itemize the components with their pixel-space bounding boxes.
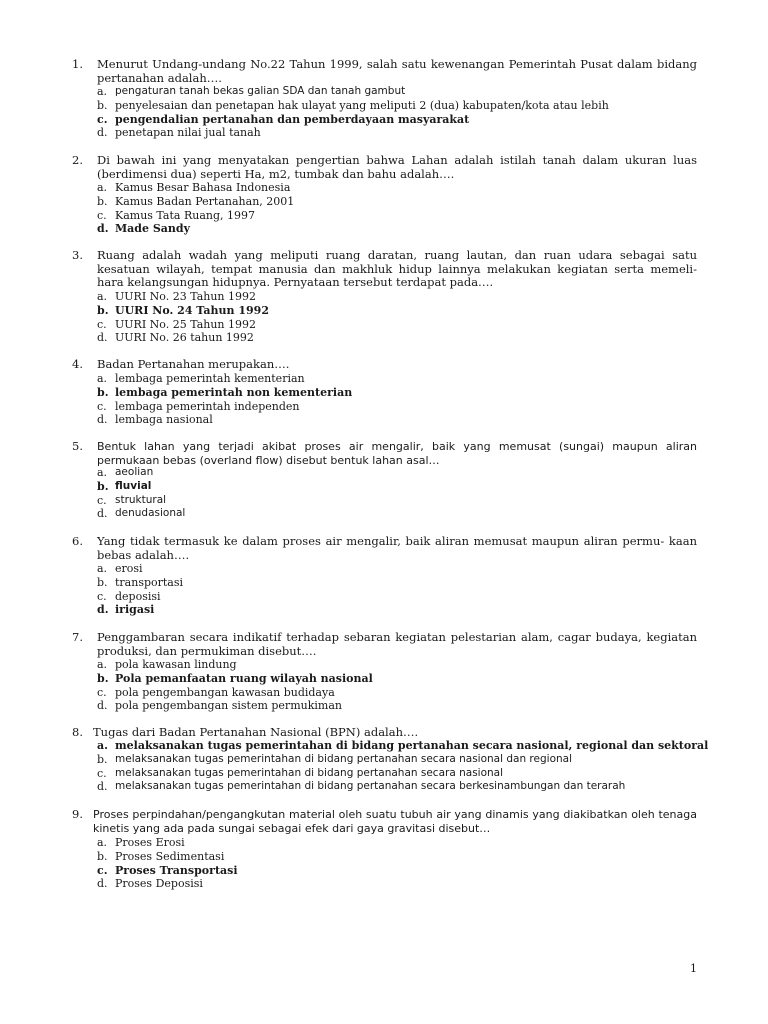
- option-text: fluvial: [115, 479, 152, 492]
- option-text: Proses Sedimentasi: [115, 849, 225, 863]
- option-text: melaksanakan tugas pemerintahan di bidang pertanahan secara nasional: [115, 766, 504, 779]
- option-text: irigasi: [115, 603, 155, 617]
- question-number: 3.: [72, 248, 83, 262]
- question-stem: Tugas dari Badan Pertanahan Nasional (BPN) adalah….: [93, 725, 419, 739]
- option-text: pengaturan tanah bekas galian SDA dan tanah gambut: [115, 85, 406, 97]
- option-text: lembaga nasional: [115, 413, 213, 427]
- option-text: UURI No. 25 Tahun 1992: [115, 317, 256, 331]
- option-text: lembaga pemerintah independen: [115, 399, 300, 413]
- option-letter: a.: [97, 658, 108, 671]
- option-text: Proses Erosi: [115, 836, 185, 849]
- option-letter: c.: [97, 208, 107, 222]
- option-text: Kamus Badan Pertanahan, 2001: [115, 194, 295, 208]
- option-letter: c.: [97, 112, 108, 126]
- option-letter: d.: [97, 507, 108, 521]
- option-letter: d.: [97, 126, 108, 140]
- question-number: 2.: [72, 153, 83, 167]
- option-text: denudasional: [115, 507, 186, 520]
- option-text: Pola pemanfaatan ruang wilayah nasional: [115, 671, 373, 685]
- option-letter: d.: [97, 780, 108, 794]
- option-letter: d.: [97, 331, 108, 345]
- option-text: melaksanakan tugas pemerintahan di bidang pertanahan secara nasional dan regional: [115, 752, 572, 765]
- option-letter: c.: [97, 589, 107, 603]
- page-number: 1: [690, 962, 697, 975]
- option-text: pengendalian pertanahan dan pemberdayaan masyarakat: [115, 112, 470, 126]
- option-letter: c.: [97, 493, 107, 507]
- question-number: 1.: [72, 57, 83, 71]
- option-letter: b.: [97, 575, 108, 589]
- question-stem: Menurut Undang-undang No.22 Tahun 1999, salah satu kewenangan Pemerintah Pusat dalam bidang pertanahan adalah….: [97, 57, 697, 85]
- option-letter: d.: [97, 877, 108, 891]
- option-text: aeolian: [115, 466, 154, 478]
- option-text: pola pengembangan sistem permukiman: [115, 699, 342, 713]
- option-letter: c.: [97, 685, 107, 699]
- option-letter: a.: [97, 466, 108, 479]
- option-text: penyelesaian dan penetapan hak ulayat yang meliputi 2 (dua) kabupaten/kota atau lebih: [115, 98, 609, 112]
- question-number: 8.: [72, 725, 83, 739]
- question-number: 9.: [72, 807, 83, 821]
- question-number: 5.: [72, 439, 83, 453]
- question-number: 4.: [72, 357, 83, 371]
- option-letter: b.: [97, 194, 108, 208]
- question-stem: Di bawah ini yang menyatakan pengertian bahwa Lahan adalah istilah tanah dalam ukuran luas (berdimensi dua) seperti Ha, m2, tumbak dan bahu adalah….: [97, 153, 697, 181]
- option-letter: a.: [97, 739, 108, 752]
- option-letter: d.: [97, 413, 108, 427]
- option-letter: a.: [97, 836, 108, 849]
- question-stem: Ruang adalah wadah yang meliputi ruang daratan, ruang lautan, dan ruan udara sebagai satu kesatuan wilayah, tempat manusia dan makhluk hidup lainnya melakukan kegiatan serta memeli- hara kelangsungan hidupnya. Pernyataan tersebut terdapat pada….: [97, 248, 697, 289]
- option-text: pola pengembangan kawasan budidaya: [115, 685, 335, 699]
- option-text: struktural: [115, 493, 167, 506]
- option-text: transportasi: [115, 575, 184, 589]
- option-letter: a.: [97, 290, 108, 303]
- option-text: deposisi: [115, 589, 161, 603]
- option-letter: b.: [97, 385, 109, 399]
- option-text: UURI No. 24 Tahun 1992: [115, 303, 269, 317]
- option-text: Proses Transportasi: [115, 863, 238, 877]
- option-text: penetapan nilai jual tanah: [115, 126, 261, 140]
- question-stem: Proses perpindahan/pengangkutan material oleh suatu tubuh air yang dinamis yang diakibatkan oleh tenaga kinetis yang ada pada sungai sebagai efek dari gaya gravitasi disebut…: [93, 808, 697, 835]
- option-letter: a.: [97, 562, 108, 575]
- question-stem: Penggambaran secara indikatif terhadap sebaran kegiatan pelestarian alam, cagar budaya, kegiatan produksi, dan permukiman disebut….: [97, 630, 697, 658]
- option-text: pola kawasan lindung: [115, 658, 237, 671]
- option-letter: a.: [97, 85, 108, 98]
- option-letter: b.: [97, 671, 109, 685]
- option-letter: d.: [97, 603, 109, 617]
- question-number: 7.: [72, 630, 83, 644]
- option-text: lembaga pemerintah kementerian: [115, 372, 305, 385]
- question-stem: Yang tidak termasuk ke dalam proses air mengalir, baik aliran memusat maupun aliran permu- kaan bebas adalah….: [97, 534, 697, 562]
- option-letter: b.: [97, 479, 109, 493]
- question-stem: Bentuk lahan yang terjadi akibat proses air mengalir, baik yang memusat (sungai) maupun aliran permukaan bebas (overland flow) disebut bentuk lahan asal…: [97, 440, 697, 467]
- option-text: Kamus Tata Ruang, 1997: [115, 208, 255, 222]
- question-number: 6.: [72, 534, 83, 548]
- option-letter: b.: [97, 752, 108, 766]
- option-letter: d.: [97, 699, 108, 713]
- option-text: melaksanakan tugas pemerintahan di bidang pertanahan secara berkesinambungan dan terarah: [115, 780, 626, 793]
- option-text: UURI No. 26 tahun 1992: [115, 331, 254, 345]
- option-text: lembaga pemerintah non kementerian: [115, 385, 353, 399]
- option-letter: b.: [97, 849, 108, 863]
- option-text: melaksanakan tugas pemerintahan di bidang pertanahan secara nasional, regional dan sektoral: [115, 739, 709, 752]
- option-letter: c.: [97, 317, 107, 331]
- question-stem: Badan Pertanahan merupakan….: [97, 357, 290, 371]
- option-letter: a.: [97, 181, 108, 194]
- option-letter: a.: [97, 372, 108, 385]
- option-letter: c.: [97, 766, 107, 780]
- option-letter: b.: [97, 98, 108, 112]
- option-text: Proses Deposisi: [115, 877, 203, 891]
- option-letter: c.: [97, 399, 107, 413]
- option-text: Made Sandy: [115, 222, 190, 236]
- option-text: erosi: [115, 562, 143, 575]
- option-text: UURI No. 23 Tahun 1992: [115, 290, 256, 303]
- option-letter: c.: [97, 863, 108, 877]
- option-letter: b.: [97, 303, 109, 317]
- option-text: Kamus Besar Bahasa Indonesia: [115, 181, 291, 194]
- option-letter: d.: [97, 222, 109, 236]
